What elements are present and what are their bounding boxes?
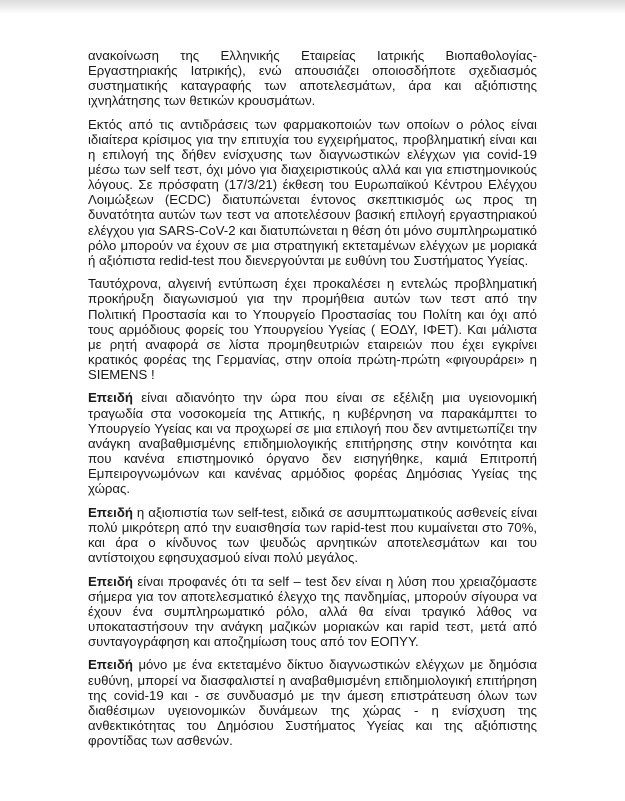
paragraph-text: είναι αδιανόητο την ώρα που είναι σε εξέλιξη μια υγειονομική τραγωδία στα νοσοκομεία της Αττικής, η κυβέρνηση να παρακάμπτει το Υπουργείο Υγείας και να προχωρεί σε μια επιλογή που δεν αντιμετωπίζει την ανάγκη αναβαθμισμένης επιδημιολογικής επιτήρησης στην κοινότητα και που κανένα επιστημονικό όργανο δεν εισηγήθηκε, καμιά Επιτροπή Εμπειρογνωμόνων και κανένας αρμόδιος φορέας Δημόσιας Υγείας της χώρας. <box>88 390 537 497</box>
paragraph-text: ανακοίνωση της Ελληνικής Εταιρείας Ιατρικής Βιοπαθολογίας-Εργαστηριακής Ιατρικής), ενώ απουσιάζει οποιοσδήποτε σχεδιασμός συστηματικής καταγραφής των αποτελεσμάτων, άρα και αξιόπιστης ιχνηλάτησης των θετικών κρουσμάτων. <box>88 48 537 109</box>
paragraph-6 <box>88 574 537 649</box>
paragraph-3 <box>88 276 537 382</box>
paragraph-text: Ταυτόχρονα, αλγεινή εντύπωση έχει προκαλέσει η εντελώς προβληματική προκήρυξη διαγωνισμού για την προμήθεια αυτών των τεστ από την Πολιτική Προστασία και το Υπουργείο Προστασίας του Πολίτη και όχι από τους αρμόδιους φορείς του Υπουργείου Υγείας ( ΕΟΔΥ, ΙΦΕΤ). Και μάλιστα με ρητή αναφορά σε λίστα προμηθευτριών εταιρειών που έχει εγκρίνει κρατικός φορέας της Γερμανίας, στην οποία πρώτη-πρώτη «φιγουράρει» η SIEMENS ! <box>88 276 537 382</box>
paragraph-5 <box>88 505 537 565</box>
paragraph-1 <box>88 48 537 108</box>
paragraph-lead-bold: Επειδή <box>88 504 133 520</box>
document-page <box>88 48 537 757</box>
paragraph-text: μόνο με ένα εκτεταμένο δίκτυο διαγνωστικών ελέγχων με δημόσια ευθύνη, μπορεί να διασφαλιστεί η αναβαθμισμένη επιδημιολογική επιτήρηση της covid-19 και - σε συνδυασμό με την άμεση επιστράτευση όλων των διαθέσιμων υγειονομικών δυνάμεων της χώρας - η ενίσχυση της ανθεκτικότητας του Δημόσιου Συστήματος Υγείας και της αξιόπιστης φροντίδας των ασθενών. <box>88 657 537 748</box>
paragraph-lead-bold: Επειδή <box>88 573 133 589</box>
paragraph-2 <box>88 117 537 268</box>
paragraph-7 <box>88 657 537 748</box>
page-top-shadow <box>0 0 625 14</box>
paragraph-text: Εκτός από τις αντιδράσεις των φαρμακοποιών των οποίων ο ρόλος είναι ιδιαίτερα κρίσιμος για την επιτυχία του εγχειρήματος, προβληματική είναι και η επιλογή της δήθεν ενίσχυσης των διαγνωστικών ελέγχων για covid-19 μέσω των self τεστ, όχι μόνο για διαχειριστικούς αλλά και για επιστημονικούς λόγους. Σε πρόσφατη (17/3/21) έκθεση του Ευρωπαϊκού Κέντρου Ελέγχου Λοιμώξεων (ECDC) διατυπώνεται έντονος σκεπτικισμός ως προς τη δυνατότητα αυτών των τεστ να αποτελέσουν βασική επιλογή εργαστηριακού ελέγχου για SARS-CoV-2 και διατυπώνεται η θέση ότι μόνο συμπληρωματικό ρόλο μπορούν να έχουν σε μια στρατηγική εκτεταμένων ελέγχων με μοριακά ή αξιόπιστα redid-test που διενεργούνται με ευθύνη του Συστήματος Υγείας. <box>88 116 537 268</box>
paragraph-4 <box>88 390 537 496</box>
paragraph-text: είναι προφανές ότι τα self – test δεν είναι η λύση που χρειαζόμαστε σήμερα για τον αποτελεσματικό έλεγχο της πανδημίας, μπορούν σίγουρα να έχουν ένα συμπληρωματικό ρόλο, αλλά θα είναι τραγικό λάθος να υποκαταστήσουν την ανάγκη μαζικών μοριακών και rapid τεστ, μετά από συνταγογράφηση και αποζημίωση τους από τον ΕΟΠΥΥ. <box>88 573 537 649</box>
paragraph-lead-bold: Επειδή <box>88 390 133 406</box>
paragraph-lead-bold: Επειδή <box>88 657 133 673</box>
paragraph-text: η αξιοπιστία των self-test, ειδικά σε ασυμπτωματικούς ασθενείς είναι πολύ μικρότερη από την ευαισθησία των rapid-test που κυμαίνεται στο 70%, και άρα ο κίνδυνος των ψευδώς αρνητικών αποτελεσμάτων και του αντίστοιχου εφησυχασμού είναι πολύ μεγάλος. <box>88 504 537 565</box>
